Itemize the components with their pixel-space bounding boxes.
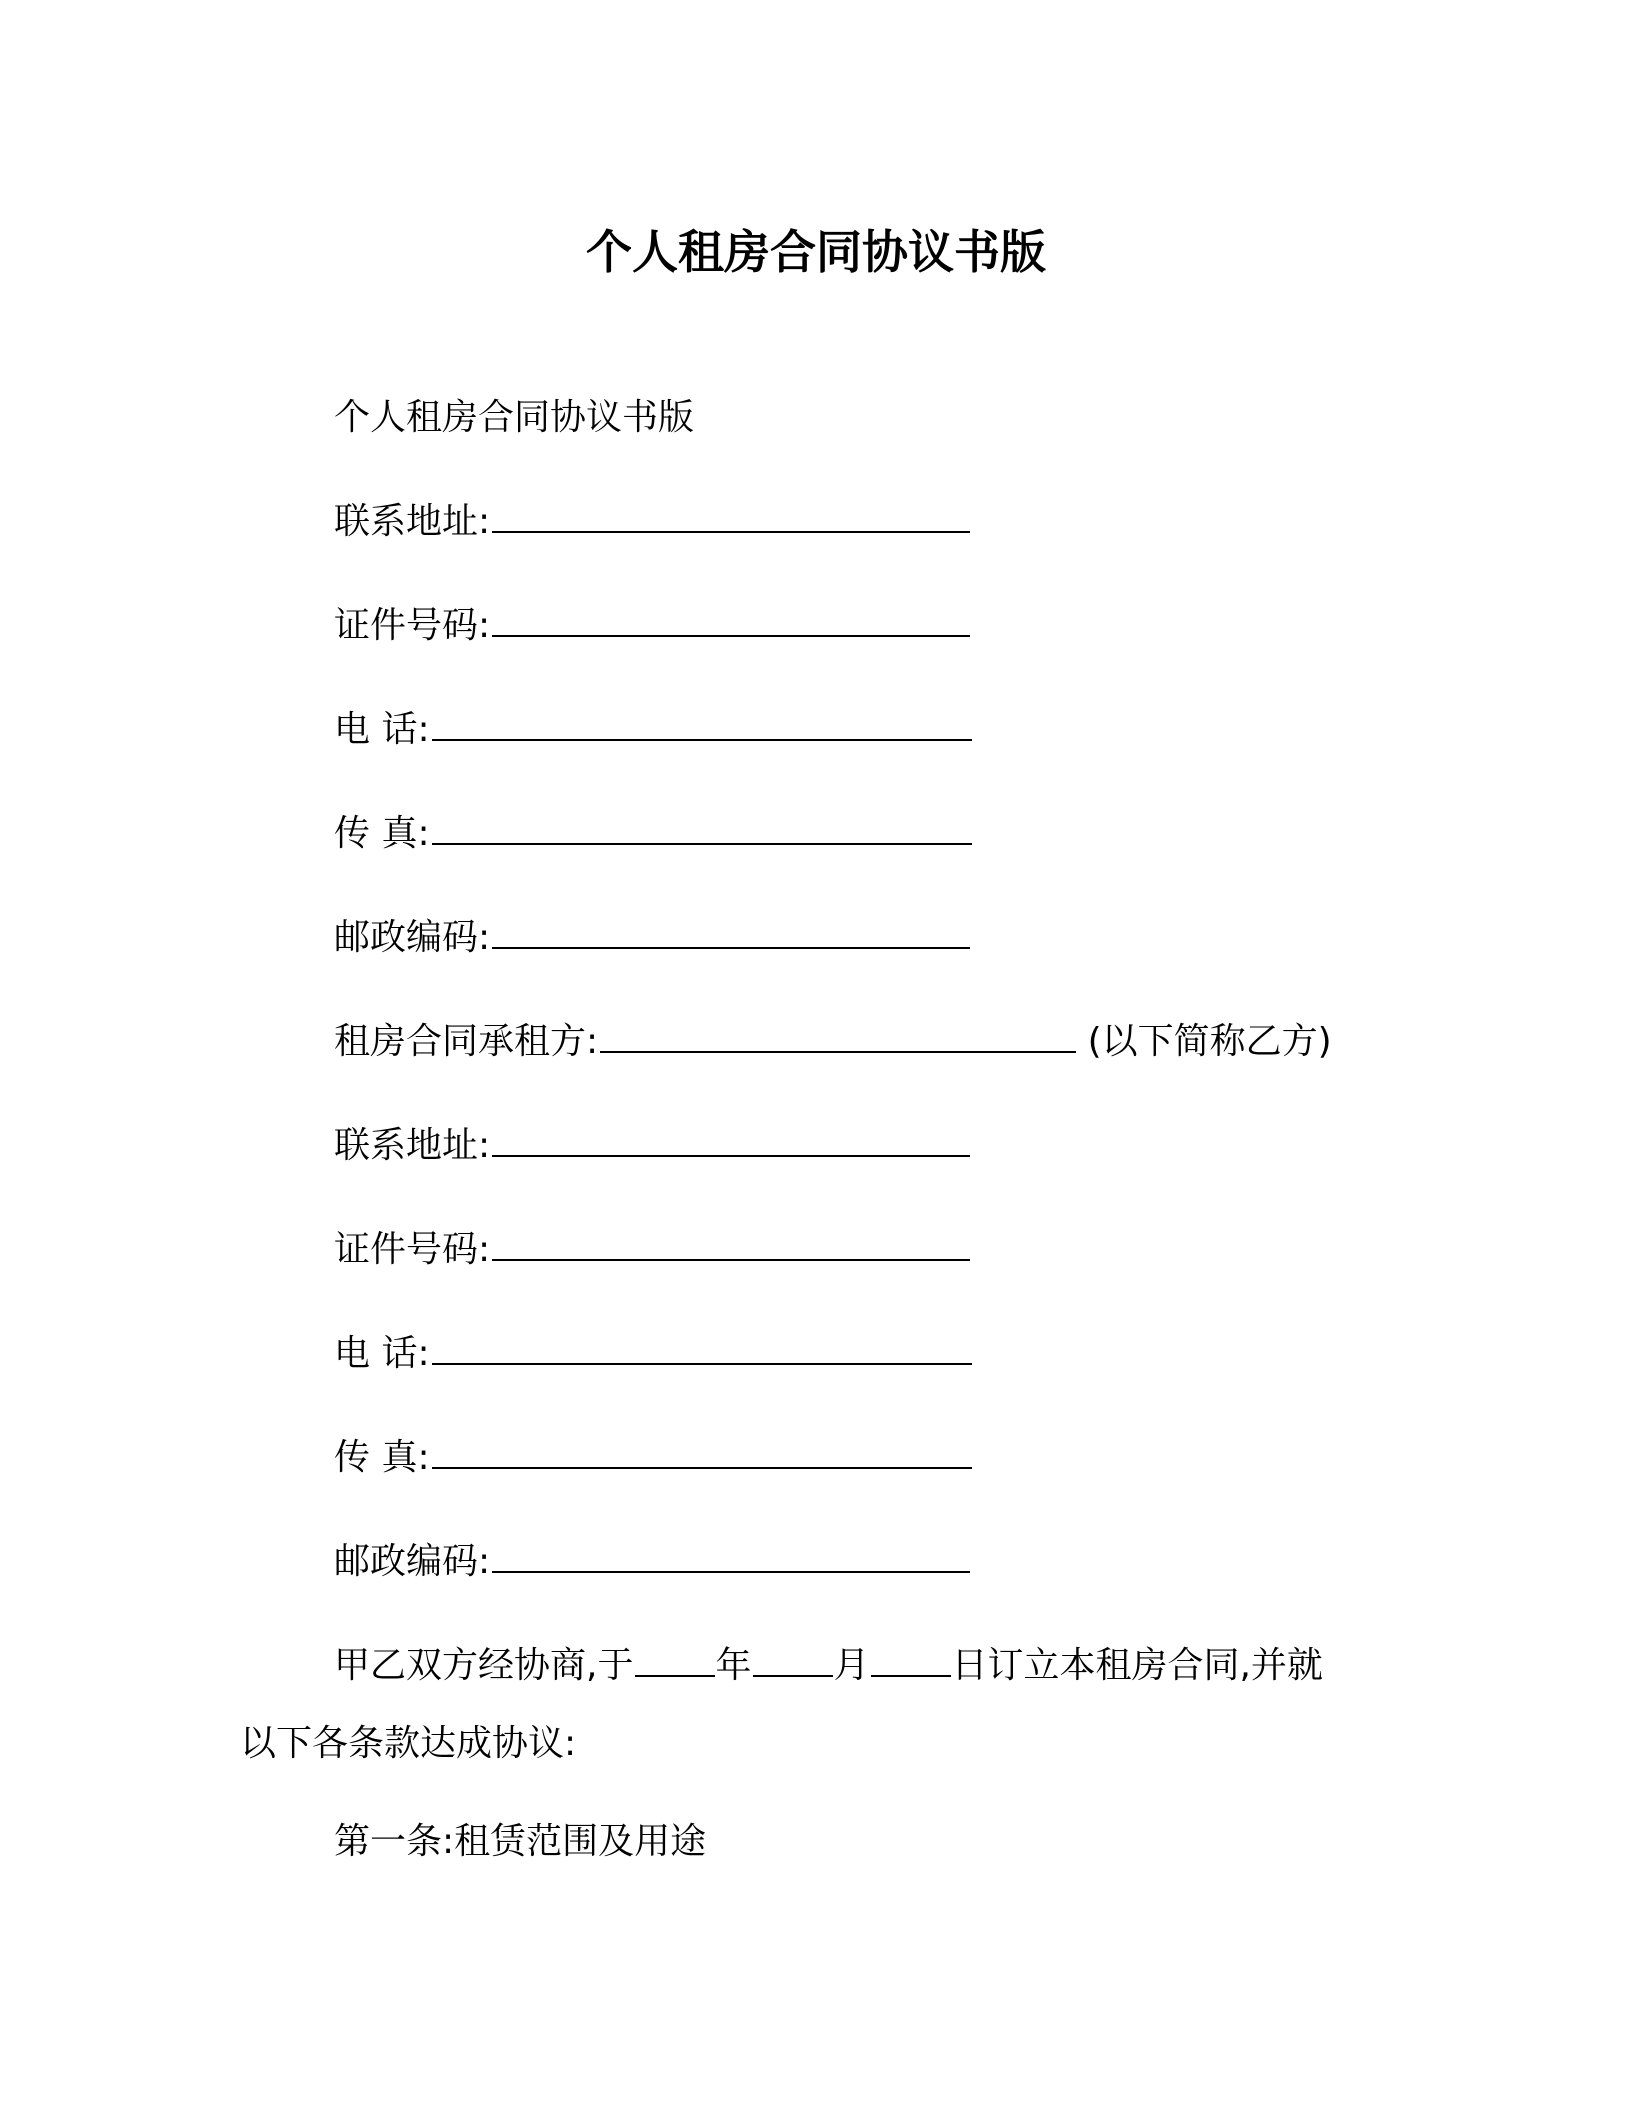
lessor-postcode-label: 邮政编码: (334, 917, 491, 958)
agreement-year-blank[interactable] (635, 1645, 715, 1677)
lessee-address-blank[interactable] (492, 1125, 970, 1157)
agreement-day-rest: 日订立本租房合同,并就 (951, 1645, 1323, 1686)
lessor-postcode-blank[interactable] (492, 917, 970, 949)
lessee-postcode-label: 邮政编码: (334, 1541, 491, 1582)
lessee-fax-label: 传 真: (334, 1437, 430, 1478)
lessee-postcode-blank[interactable] (492, 1541, 970, 1573)
lessor-address-line (334, 498, 970, 546)
lessor-id-label: 证件号码: (334, 605, 491, 646)
lessee-label: 租房合同承租方: (334, 1021, 599, 1062)
article-1-heading: 第一条:租赁范围及用途 (334, 1821, 707, 1862)
lessee-id-blank[interactable] (492, 1229, 970, 1261)
agreement-year-label: 年 (715, 1645, 752, 1686)
lessor-address-label: 联系地址: (334, 501, 491, 542)
lessee-phone-line (334, 1330, 972, 1378)
lessee-phone-label: 电 话: (334, 1333, 430, 1374)
document-subtitle: 个人租房合同协议书版 (334, 397, 695, 438)
lessor-id-blank[interactable] (492, 605, 970, 637)
agreement-line-2: 以下各条款达成协议: (240, 1723, 577, 1764)
lessee-id-label: 证件号码: (334, 1229, 491, 1270)
agreement-month-label: 月 (833, 1645, 870, 1686)
lessee-id-line (334, 1226, 970, 1274)
agreement-month-blank[interactable] (753, 1645, 833, 1677)
agreement-line-1 (334, 1642, 1323, 1690)
lessee-line (334, 1018, 1332, 1066)
lessee-fax-line (334, 1434, 972, 1482)
lessee-fax-blank[interactable] (432, 1437, 972, 1469)
lessee-postcode-line (334, 1538, 970, 1586)
lessee-phone-blank[interactable] (432, 1333, 972, 1365)
lessor-phone-line (334, 706, 972, 754)
document-title: 个人租房合同协议书版 (586, 225, 1046, 279)
agreement-intro: 甲乙双方经协商,于 (334, 1645, 634, 1686)
lessor-postcode-line (334, 914, 970, 962)
lessor-fax-blank[interactable] (432, 813, 972, 845)
agreement-day-blank[interactable] (871, 1645, 951, 1677)
lessor-id-line (334, 602, 970, 650)
lessee-address-line (334, 1122, 970, 1170)
lessor-fax-line (334, 810, 972, 858)
lessor-fax-label: 传 真: (334, 813, 430, 854)
lessee-address-label: 联系地址: (334, 1125, 491, 1166)
lessee-note: (以下简称乙方) (1087, 1021, 1332, 1062)
lessor-phone-label: 电 话: (334, 709, 430, 750)
lessor-address-blank[interactable] (492, 501, 970, 533)
lessee-name-blank[interactable] (600, 1021, 1076, 1053)
lessor-phone-blank[interactable] (432, 709, 972, 741)
